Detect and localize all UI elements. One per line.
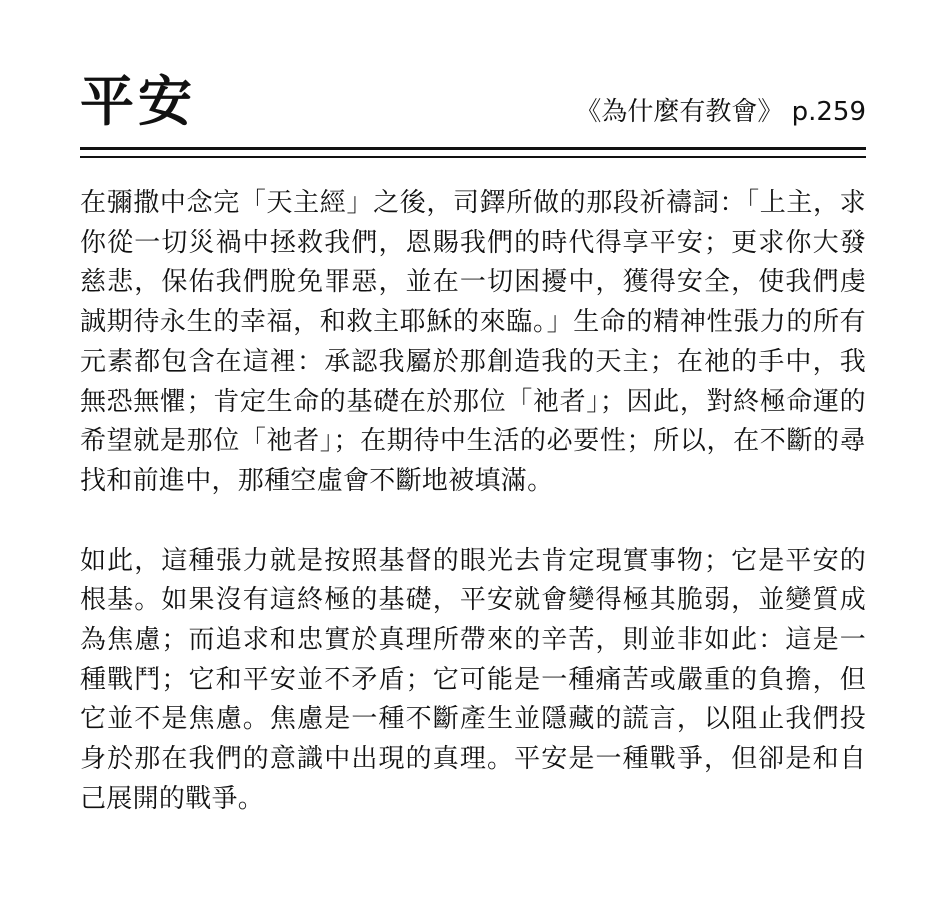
paragraph-2: 如此，這種張力就是按照基督的眼光去肯定現實事物；它是平安的根基。如果沒有這終極的基礎，平安就會變得極其脆弱，並變質成為焦慮；而追求和忠實於真理所帶來的辛苦，則並非如此：這是一種戰鬥；它和平安並不矛盾；它可能是一種痛苦或嚴重的負擔，但它並不是焦慮。焦慮是一種不斷產生並隱藏的謊言，以阻止我們投身於那在我們的意識中出現的真理。平安是一種戰爭，但卻是和自己展開的戰爭。 xyxy=(80,545,866,814)
article-body xyxy=(80,184,866,820)
title-divider-thick xyxy=(80,147,866,150)
paragraph-1: 在彌撒中念完「天主經」之後，司鐸所做的那段祈禱詞：「上主，求你從一切災禍中拯救我們，恩賜我們的時代得享平安；更求你大發慈悲，保佑我們脫免罪惡，並在一切困擾中，獲得安全，使我們虔誠期待永生的幸福，和救主耶穌的來臨。」生命的精神性張力的所有元素都包含在這裡：承認我屬於那創造我的天主；在祂的手中，我無恐無懼；肯定生命的基礎在於那位「祂者」；因此，對終極命運的希望就是那位「祂者」；在期待中生活的必要性；所以，在不斷的尋找和前進中，那種空虛會不斷地被填滿。 xyxy=(80,188,866,496)
source-citation: 《為什麼有教會》 p.259 xyxy=(575,97,866,127)
page-title: 平安 xyxy=(80,70,196,133)
title-divider-thin xyxy=(80,156,866,158)
